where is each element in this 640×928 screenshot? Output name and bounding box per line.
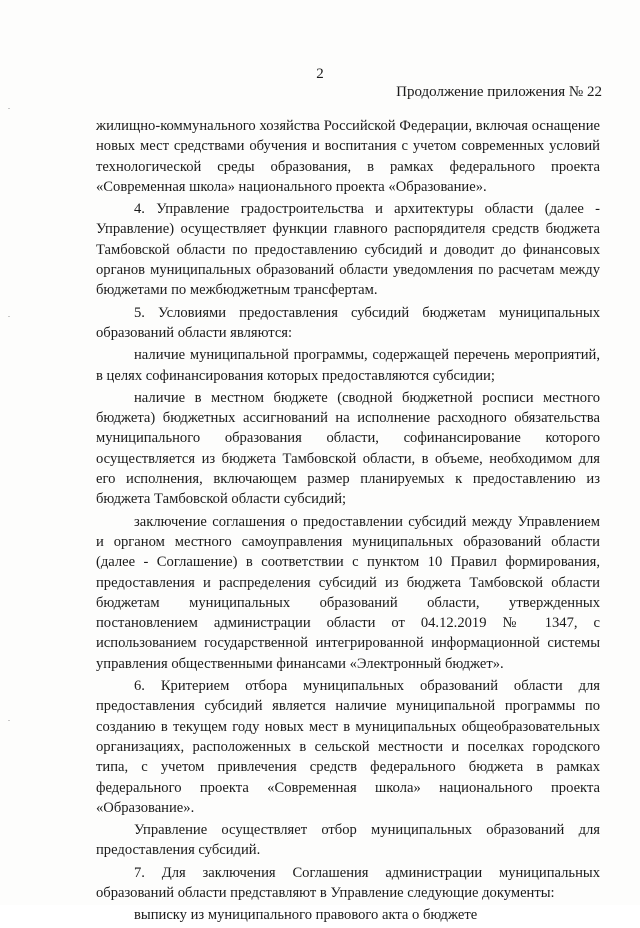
paragraph: выписку из муниципального правового акта о бюджете — [134, 907, 478, 924]
paragraph: 7. Для заключения Соглашения администрации муниципальных образований области представляют в Управление следующие документы: — [96, 864, 600, 901]
paragraph: 4. Управление градостроительства и архитектуры области (далее - Управление) осуществляет функции главного распорядителя средств бюджета Тамбовской области по предоставлению субсидий и доводит до финансовых органов муниципальных образований области уведомления по расчетам между бюджетами по межбюджетным трансфертам. — [96, 201, 600, 299]
paragraph: 5. Условиями предоставления субсидий бюджетам муниципальных образований области являются: — [96, 304, 600, 341]
page-number: 2 — [316, 66, 324, 82]
paragraph: Управление осуществляет отбор муниципальных образований для предоставления субсидий. — [96, 822, 600, 859]
paragraph: жилищно-коммунального хозяйства Российской Федерации, включая оснащение новых мест средствами обучения и воспитания с учетом современных условий технологической среды образования, в рамках федерального проекта «Современная школа» национального проекта «Образование». — [96, 118, 600, 195]
paragraph: наличие муниципальной программы, содержащей перечень мероприятий, в целях софинансирования которых предоставляются субсидии; — [96, 347, 600, 384]
scan-artifact — [8, 108, 10, 109]
scan-artifact — [8, 720, 10, 721]
paragraph: наличие в местном бюджете (сводной бюджетной росписи местного бюджета) бюджетных ассигнований на исполнение расходного обязательства муниципального образования области, софинансирование которого осуществляется из бюджета Тамбовской области, в объеме, необходимом для его исполнения, включающем размер планируемых к предоставлению из бюджета Тамбовской области субсидий; — [96, 389, 600, 508]
document-body — [96, 116, 600, 928]
paragraph: 6. Критерием отбора муниципальных образований области для предоставления субсидий является наличие муниципальной программы по созданию в текущем году новых мест в муниципальных общеобразовательных организациях, расположенных в сельской местности и поселках городского типа, с учетом привлечения средств федерального бюджета в рамках федерального проекта «Современная школа» национального проекта «Образование». — [96, 678, 600, 816]
scan-artifact — [8, 316, 10, 317]
continuation-header: Продолжение приложения № 22 — [396, 84, 602, 100]
paragraph: заключение соглашения о предоставлении субсидий между Управлением и органом местного самоуправления муниципальных образований области (далее - Соглашение) в соответствии с пунктом 10 Правил формирования, предоставления и распределения субсидий из бюджета Тамбовской области бюджетам муниципальных образований области, утвержденных постановлением администрации области от 04.12.2019 № 1347, с использованием государственной интегрированной информационной системы управления общественными финансами «Электронный бюджет». — [96, 513, 600, 672]
